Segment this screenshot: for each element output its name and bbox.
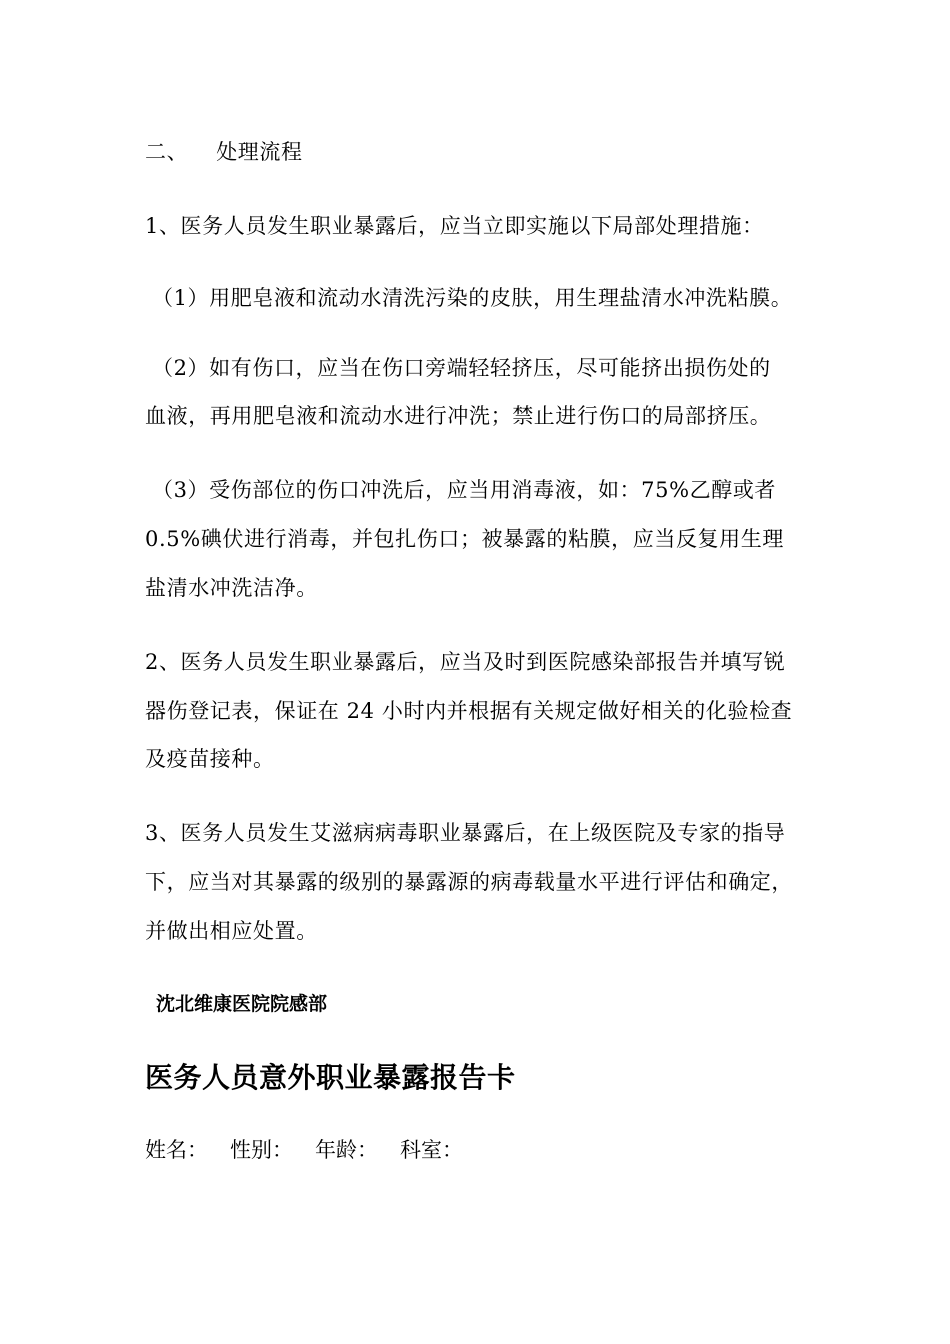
item-3-line-2: 下，应当对其暴露的级别的暴露源的病毒载量水平进行评估和确定， xyxy=(145,870,793,894)
sub-item-3-line-2: 0.5%碘伏进行消毒，并包扎伤口；被暴露的粘膜，应当反复用生理 xyxy=(145,527,784,551)
department-field-label: 科室： xyxy=(400,1138,463,1162)
sub-item-2-line-1: （2）如有伤口，应当在伤口旁端轻轻挤压，尽可能挤出损伤处的 xyxy=(152,356,771,380)
report-card-fields xyxy=(145,1136,485,1164)
item-3-line-1: 3、医务人员发生艾滋病病毒职业暴露后，在上级医院及专家的指导 xyxy=(145,821,786,845)
section-title: 处理流程 xyxy=(216,140,303,164)
gender-field-label: 性别： xyxy=(230,1138,293,1162)
report-card-title: 医务人员意外职业暴露报告卡 xyxy=(145,1061,516,1094)
age-field-label: 年龄： xyxy=(315,1138,378,1162)
sub-item-1: （1）用肥皂液和流动水清洗污染的皮肤，用生理盐清水冲洗粘膜。 xyxy=(152,286,793,310)
item-2-line-3: 及疫苗接种。 xyxy=(145,747,275,771)
sub-item-3-line-3: 盐清水冲洗洁净。 xyxy=(145,576,318,600)
item-3-line-3: 并做出相应处置。 xyxy=(145,919,318,943)
item-2-line-2: 器伤登记表，保证在 24 小时内并根据有关规定做好相关的化验检查 xyxy=(145,699,793,723)
item-1: 1、医务人员发生职业暴露后，应当立即实施以下局部处理措施： xyxy=(145,214,764,238)
section-heading xyxy=(145,138,303,166)
organization-name: 沈北维康医院院感部 xyxy=(156,993,328,1015)
sub-item-3-line-1: （3）受伤部位的伤口冲洗后，应当用消毒液，如：75%乙醇或者 xyxy=(152,478,777,502)
name-field-label: 姓名： xyxy=(145,1138,208,1162)
sub-item-2-line-2: 血液，再用肥皂液和流动水进行冲洗；禁止进行伤口的局部挤压。 xyxy=(145,404,772,428)
section-number: 二、 xyxy=(145,140,189,164)
item-2-line-1: 2、医务人员发生职业暴露后，应当及时到医院感染部报告并填写锐 xyxy=(145,650,786,674)
